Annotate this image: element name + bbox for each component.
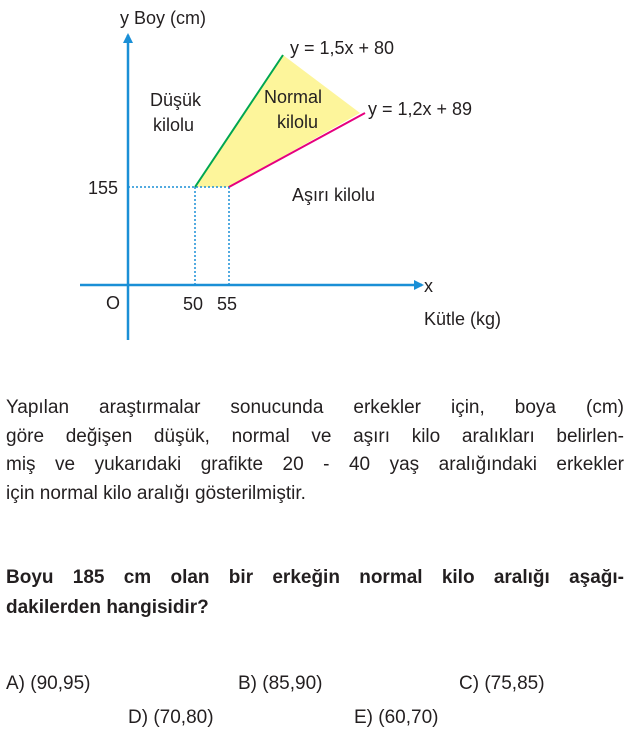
option-c[interactable]: C) (75,85) [459,673,545,694]
origin-label: O [106,293,121,313]
x-tick-50: 50 [183,294,204,314]
x-unit-label: Kütle (kg) [424,309,502,329]
region-over-label: Aşırı kilolu [292,185,376,205]
y-axis-label: y Boy (cm) [120,8,207,28]
line-2-label: y = 1,2x + 89 [368,99,473,119]
kilo-graph [0,0,633,360]
question-line: Boyu 185 cm olan bir erkeğin normal kilo aralığı aşağı- [6,567,624,588]
paragraph-line: Yapılan araştırmalar sonucunda erkekler için, boya (cm) [6,397,624,418]
line-1-label: y = 1,5x + 80 [290,38,395,58]
region-low-label-1: Düşük [150,90,202,110]
x-axis-label: x [424,276,433,296]
y-tick-155: 155 [88,178,119,198]
question-line: dakilerden hangisidir? [6,597,209,618]
x-tick-55: 55 [217,294,238,314]
paragraph-line: için normal kilo aralığı gösterilmiştir. [6,482,306,504]
region-normal-label-1: Normal [264,87,323,107]
option-d[interactable]: D) (70,80) [128,707,214,728]
option-e[interactable]: E) (60,70) [354,707,439,728]
option-b[interactable]: B) (85,90) [238,673,323,694]
paragraph-line: göre değişen düşük, normal ve aşırı kilo aralıkları belirlen- [6,425,624,447]
option-a[interactable]: A) (90,95) [6,673,91,694]
guide-lines [128,187,229,285]
problem-paragraph [6,394,624,508]
region-normal-label-2: kilolu [277,112,319,132]
region-low-label-2: kilolu [153,115,195,135]
paragraph-line: miş ve yukarıdaki grafikte 20 - 40 yaş aralığındaki erkekler [6,454,624,475]
question-text [6,563,624,623]
